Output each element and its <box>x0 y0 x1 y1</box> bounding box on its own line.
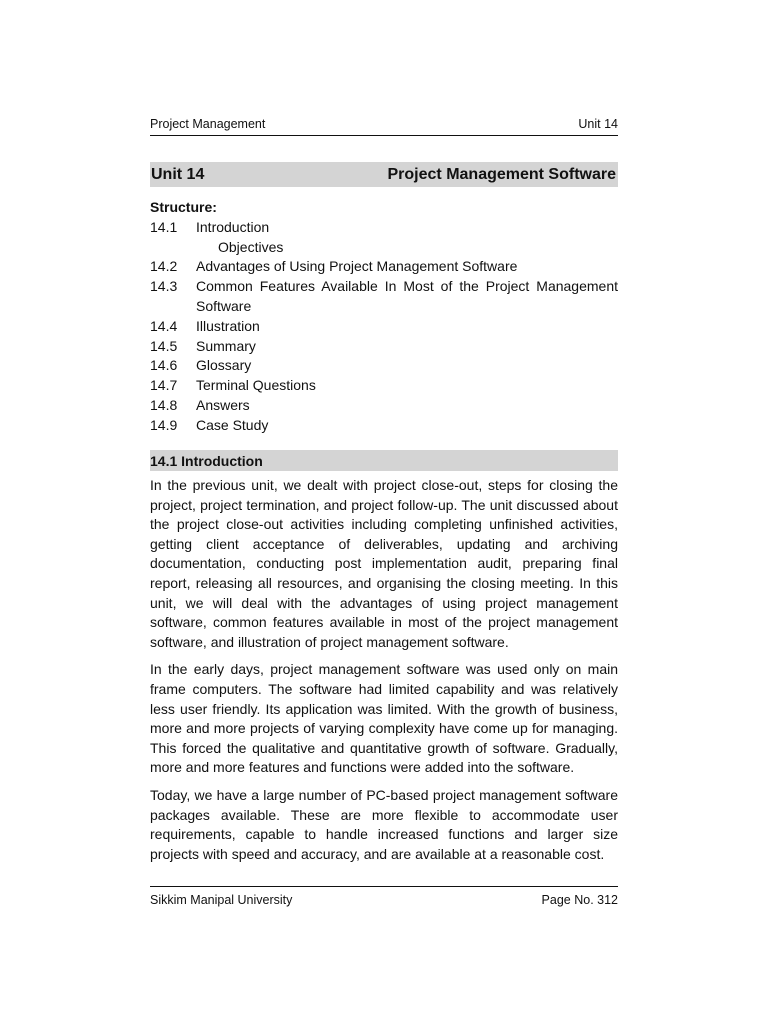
structure-item-number: 14.3 <box>150 278 178 295</box>
body-paragraph: In the previous unit, we dealt with project close-out, steps for closing the project, project termination, and project follow-up. The unit discussed about the project close-out activities including completing unfinished activities, getting client acceptance of deliverables, updating and archiving documentation, conducting post implementation audit, preparing final report, releasing all resources, and organising the closing meeting. In this unit, we will deal with the advantages of using project management software, common features available in most of the project management software, and illustration of project management software. <box>150 477 618 650</box>
structure-item-text: Glossary <box>196 357 252 374</box>
structure-item-number: 14.4 <box>150 317 178 334</box>
header-divider <box>150 135 618 136</box>
structure-subitem: Objectives <box>218 238 284 255</box>
structure-item-text: Advantages of Using Project Management Software <box>196 258 518 275</box>
structure-item-text: Answers <box>196 396 250 413</box>
body-paragraph: In the early days, project management software was used only on main frame computers. The software had limited capability and was relatively less user friendly. Its application was limited. With the growth of business, more and more projects of varying complexity have come up for managing. This forced the qualitative and quantitative growth of software. Gradually, more and more features and functions were added into the software. <box>150 661 618 776</box>
section-heading-banner <box>150 450 618 471</box>
structure-item-text: Summary <box>196 337 256 354</box>
document-page <box>150 0 618 1024</box>
structure-item <box>150 257 618 277</box>
section-body <box>150 476 618 872</box>
header-unit-number: Unit 14 <box>578 117 618 131</box>
structure-item-text: Common Features Available In Most of the Project Management Software <box>196 278 618 314</box>
footer-page-number: Page No. 312 <box>541 893 618 907</box>
structure-item-text: Case Study <box>196 416 269 433</box>
structure-item-number: 14.5 <box>150 337 178 354</box>
structure-item <box>150 416 618 436</box>
structure-item <box>150 356 618 376</box>
structure-item <box>150 337 618 357</box>
running-footer <box>150 892 618 908</box>
structure-item <box>150 396 618 416</box>
structure-item-number: 14.1 <box>150 218 178 235</box>
structure-item <box>150 376 618 396</box>
header-course-title: Project Management <box>150 117 266 131</box>
structure-outline <box>150 198 618 436</box>
structure-item-number: 14.8 <box>150 396 178 413</box>
structure-item-text: Illustration <box>196 317 260 334</box>
structure-item-text: Terminal Questions <box>196 377 316 394</box>
body-paragraph: Today, we have a large number of PC-based project management software packages available. These are more flexible to accommodate user requirements, capable to handle increased functions and larger size projects with speed and accuracy, and are available at a reasonable cost. <box>150 786 618 862</box>
unit-title: Project Management Software <box>387 165 616 183</box>
structure-item-number: 14.6 <box>150 357 178 374</box>
footer-divider <box>150 886 618 887</box>
running-header <box>150 116 618 132</box>
structure-item <box>150 317 618 337</box>
structure-item <box>150 218 618 238</box>
structure-item-number: 14.2 <box>150 258 178 275</box>
unit-title-banner <box>150 162 618 187</box>
section-heading: 14.1 Introduction <box>150 452 263 469</box>
structure-item-text: Introduction <box>196 218 270 235</box>
structure-list <box>150 218 618 436</box>
structure-item <box>150 277 618 317</box>
structure-item-number: 14.7 <box>150 377 178 394</box>
structure-item-number: 14.9 <box>150 416 178 433</box>
structure-heading: Structure: <box>150 199 217 215</box>
footer-university: Sikkim Manipal University <box>150 893 293 907</box>
unit-label: Unit 14 <box>151 165 205 183</box>
